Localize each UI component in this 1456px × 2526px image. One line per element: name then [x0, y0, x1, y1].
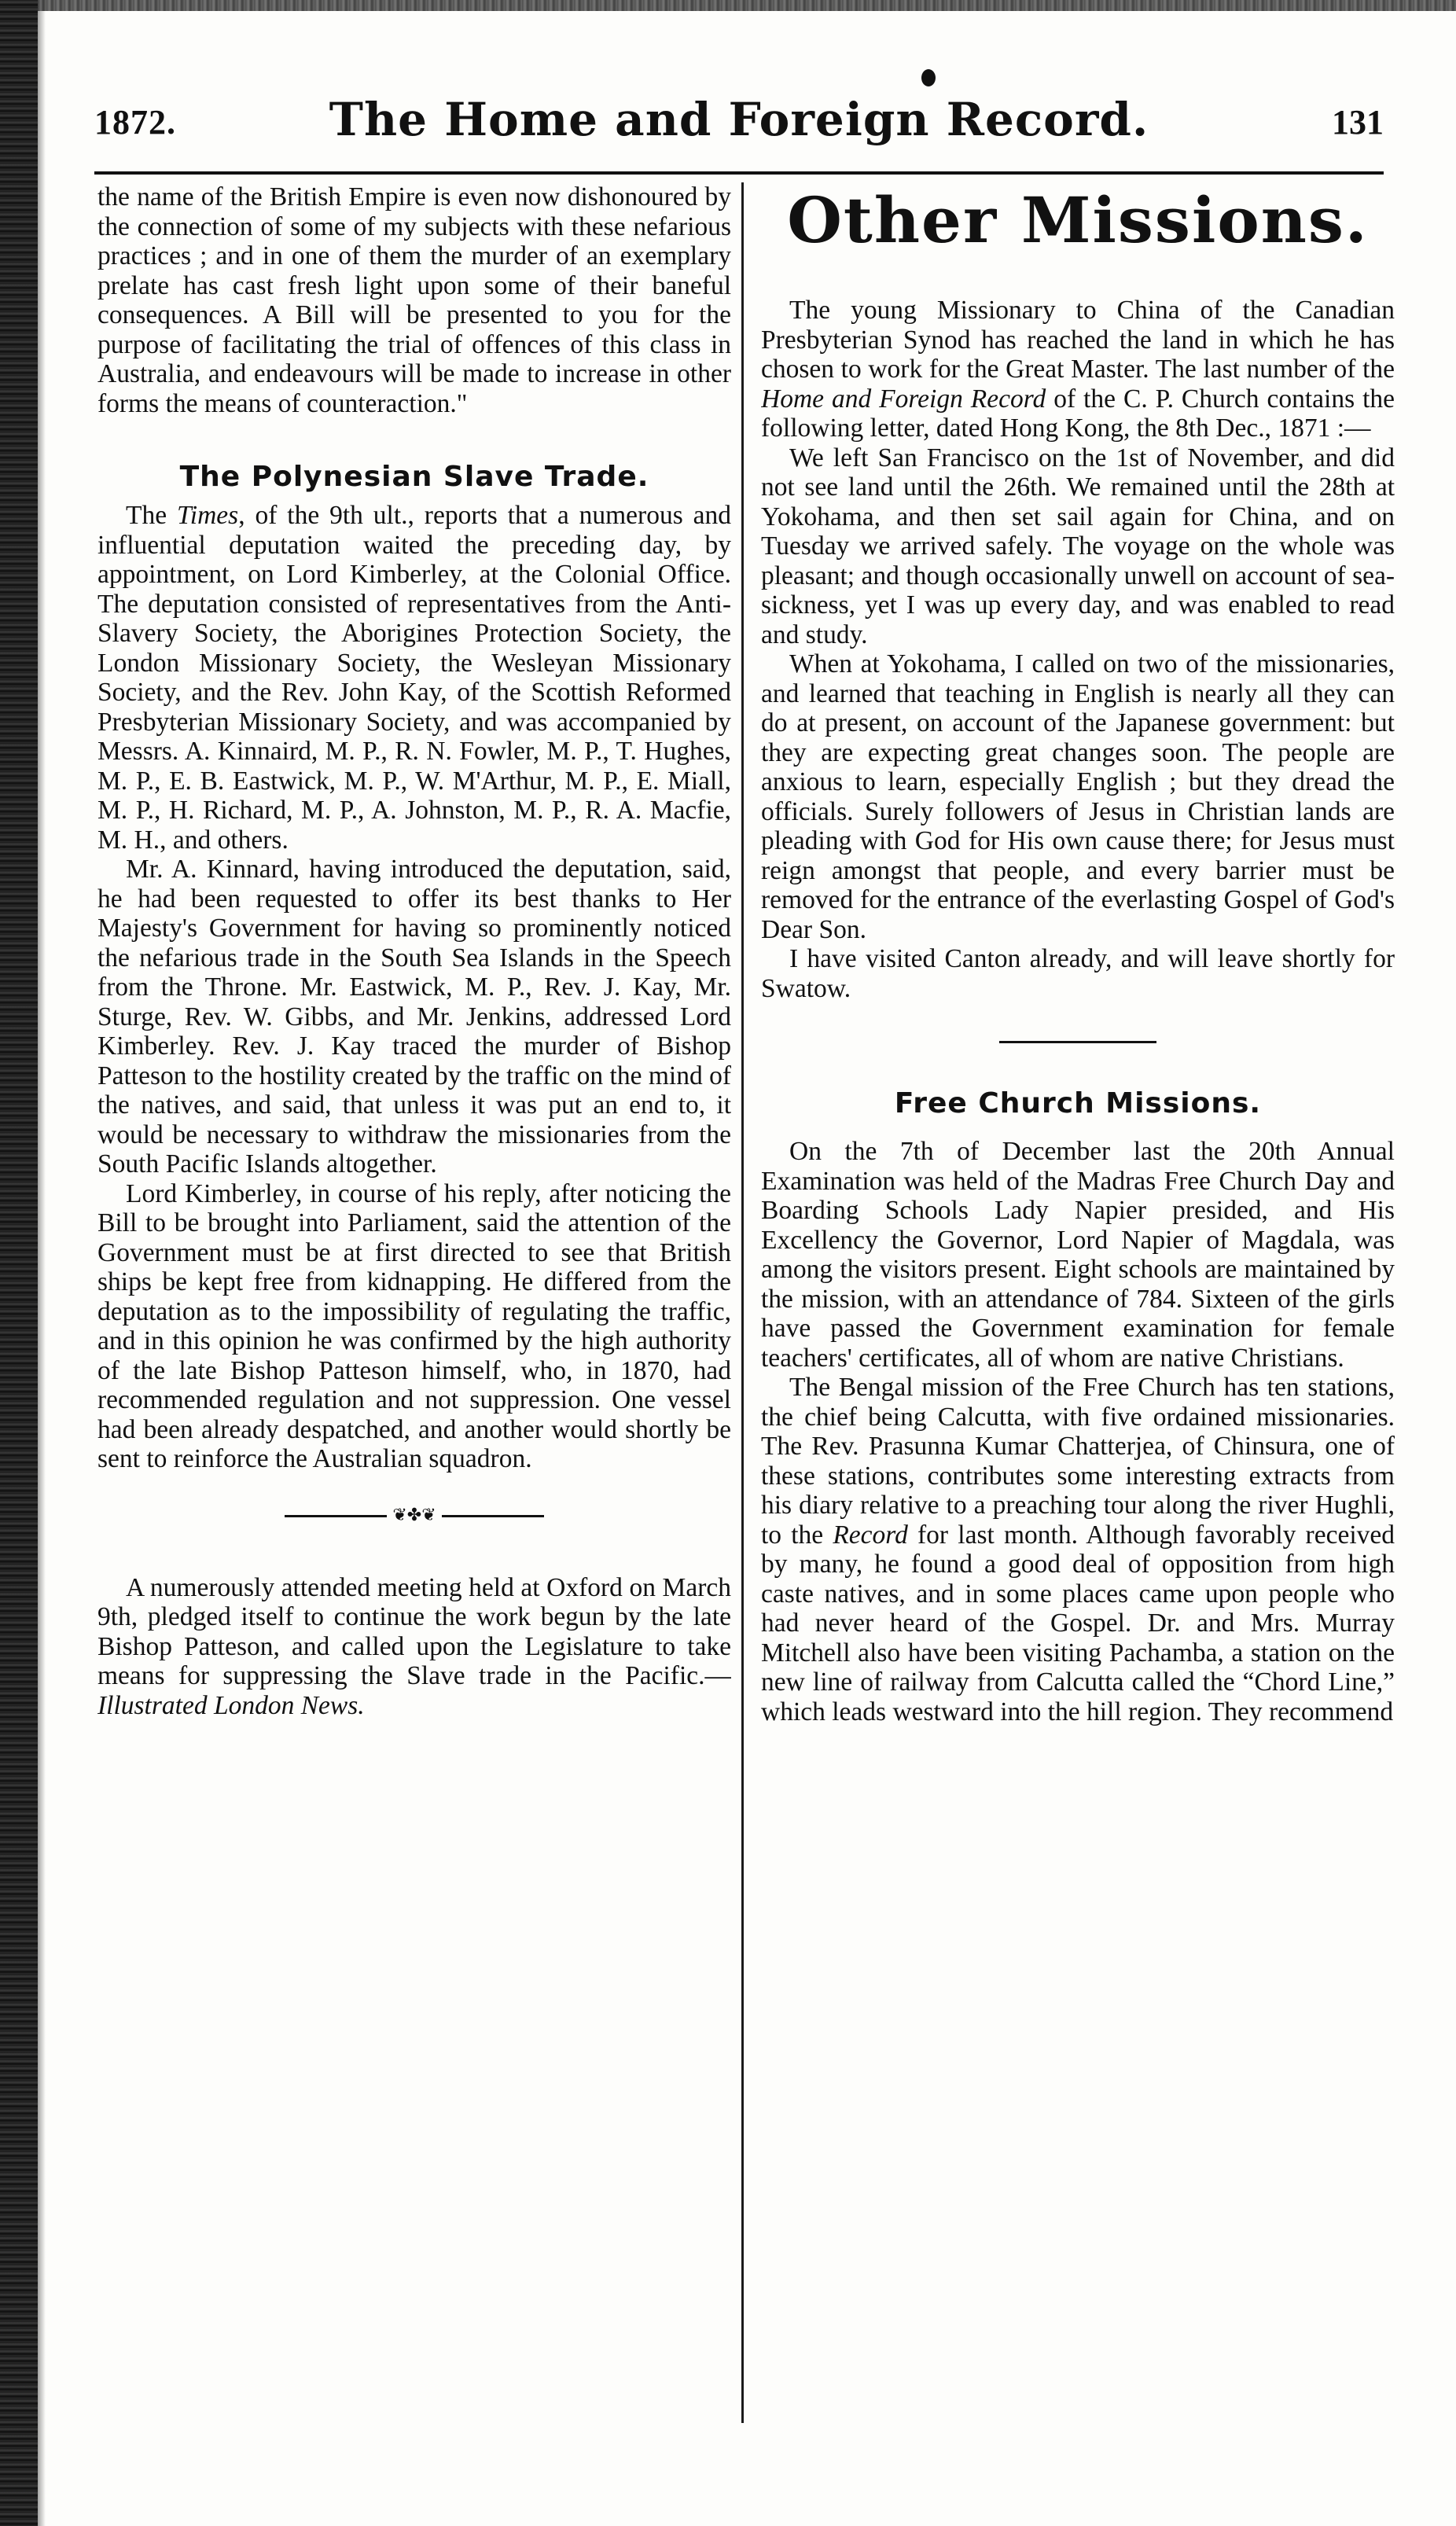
- article-paragraph: [761, 296, 1395, 443]
- binding-edge: [0, 0, 38, 2526]
- section-divider: [999, 1041, 1156, 1043]
- text-run: The Bengal mission of the Free Church has ten stations, the chief being Calcutta, with five ordained missionaries. The Rev. Prasunna Kumar Chatterjea, of Chinsura, one of these stations, contributes some interesting extracts from his diary relative to a preaching tour along the river Hughli, to the: [761, 1373, 1395, 1550]
- text-run: of the C. P. Church contains the following letter, dated Hong Kong, the 8th Dec., 1871 :—: [761, 384, 1395, 443]
- ornament-line: [442, 1515, 544, 1517]
- letter-paragraph: We left San Francisco on the 1st of November, and did not see land until the 26th. We remained until the 28th at Yokohama, and then set sail again for China, and on Tuesday we arrived safely. The voyage on the whole was pleasant; and though occasionally unwell on account of sea-sickness, yet I was up every day, and was enabled to read and study.: [761, 443, 1395, 649]
- article-paragraph: Lord Kimberley, in course of his reply, after noticing the Bill to be brought into Parliament, said the attention of the Government must be at first directed to see that British ships be kept free from kidnapping. He differed from the deputation as to the impossibility of regulating the traffic, and in this opinion he was confirmed by the high authority of the late Bishop Patteson himself, who, in 1870, had recommended regulation and not suppression. One vessel had been already despatched, and another would shortly be sent to reinforce the Australian squadron.: [97, 1178, 731, 1473]
- article-paragraph: On the 7th of December last the 20th Annual Examination was held of the Madras Free Church Day and Boarding Schools Lady Napier presided, and His Excellency the Governor, Lord Napier of Magdala, was among the visitors present. Eight schools are maintained by the mission, with an attendance of 784. Sixteen of the girls have passed the Government examination for female teachers' certificates, all of whom are native Christians.: [761, 1137, 1395, 1373]
- ornament-divider: [285, 1504, 544, 1528]
- italic-run: Home and Foreign Record: [761, 384, 1046, 414]
- intro-paragraph: the name of the British Empire is even now dishonoured by the connection of some of my subjects with these nefarious practices ; and in one of them the murder of an exemplary prelate has cast fresh light upon some of their baneful consequences. A Bill will be presented to you for the purpose of facilitating the trial of offences of this class in Australia, and endeavours will be made to increase in other forms the means of counteraction.": [97, 182, 731, 418]
- ornament-flourish-icon: ❦✤❦: [392, 1505, 436, 1525]
- header-rule: [94, 171, 1384, 175]
- italic-run: Times: [176, 501, 239, 530]
- header-title: The Home and Foreign Record.: [329, 93, 1149, 146]
- ink-mark: [921, 69, 936, 86]
- article-paragraph: [97, 501, 731, 855]
- top-edge: [38, 0, 1456, 11]
- letter-paragraph: I have visited Canton already, and will leave shortly for Swatow.: [761, 944, 1395, 1003]
- text-run: The: [126, 501, 177, 530]
- text-run: for last month. Although favorably received by many, he found a good deal of opposition from high caste natives, and in some places came upon people who had never heard of the Gospel. Dr. and Mrs. Murray Mitchell also have been visiting Pachamba, a station on the new line of railway from Calcutta called the “Chord Line,” which leads westward into the hill region. They recommend: [761, 1520, 1395, 1726]
- left-column: [97, 182, 731, 2439]
- column-rule: [741, 182, 744, 2423]
- source-attribution: Illustrated London News.: [97, 1690, 365, 1720]
- article-paragraph: [761, 1373, 1395, 1726]
- article-paragraph: [97, 1573, 731, 1721]
- letter-paragraph: When at Yokohama, I called on two of the missionaries, and learned that teaching in English is nearly all they can do at present, on account of the Japanese government: but they are expecting great changes soon. The people are anxious to learn, especially English ; but they dread the officials. Surely followers of Jesus in Christian lands are pleading with God for His own cause there; for Jesus must reign amongst that people, and every barrier must be removed for the entrance of the everlasting Gospel of God's Dear Son.: [761, 649, 1395, 944]
- text-run: The young Missionary to China of the Canadian Presbyterian Synod has reached the land in which he has chosen to work for the Great Master. The last number of the: [761, 296, 1395, 384]
- ornament-line: [285, 1515, 387, 1517]
- page-number: 131: [1332, 103, 1384, 142]
- right-column: [761, 182, 1395, 2439]
- section-title-polynesian: The Polynesian Slave Trade.: [179, 461, 649, 493]
- italic-run: Record: [833, 1520, 908, 1550]
- section-title-free-church: Free Church Missions.: [894, 1087, 1262, 1120]
- article-paragraph: Mr. A. Kinnard, having introduced the deputation, said, he had been requested to offer its best thanks to Her Majesty's Government for having so prominently noticed the nefarious trade in the South Sea Islands in the Speech from the Throne. Mr. Eastwick, M. P., Rev. J. Kay, Mr. Sturge, Rev. W. Gibbs, and Mr. Jenkins, addressed Lord Kimberley. Rev. J. Kay traced the murder of Bishop Patteson to the hostility created by the traffic on the mind of the natives, and said, that unless it was put an end to, it would be necessary to withdraw the missionaries from the South Pacific Islands altogether.: [97, 855, 731, 1178]
- text-run: A numerously attended meeting held at Oxford on March 9th, pledged itself to continue the work begun by the late Bishop Patteson, and called upon the Legislature to take means for suppressing the Slave trade in the Pacific.—: [97, 1572, 731, 1690]
- header-year: 1872.: [94, 103, 176, 142]
- section-title-other-missions: Other Missions.: [787, 183, 1369, 257]
- text-run: , of the 9th ult., reports that a numerous and influential deputation waited the preceding day, by appointment, on Lord Kimberley, at the Colonial Office. The deputation consisted of representatives from the Anti-Slavery Society, the Aborigines Protection Society, the London Missionary Society, the Wesleyan Missionary Society, and the Rev. John Kay, of the Scottish Reformed Presbyterian Missionary Society, and was accompanied by Messrs. A. Kinnaird, M. P., R. N. Fowler, M. P., T. Hughes, M. P., E. B. Eastwick, M. P., W. M'Arthur, M. P., E. Miall, M. P., H. Richard, M. P., A. Johnston, M. P., R. A. Macfie, M. H., and others.: [97, 501, 731, 855]
- running-head: [94, 93, 1384, 156]
